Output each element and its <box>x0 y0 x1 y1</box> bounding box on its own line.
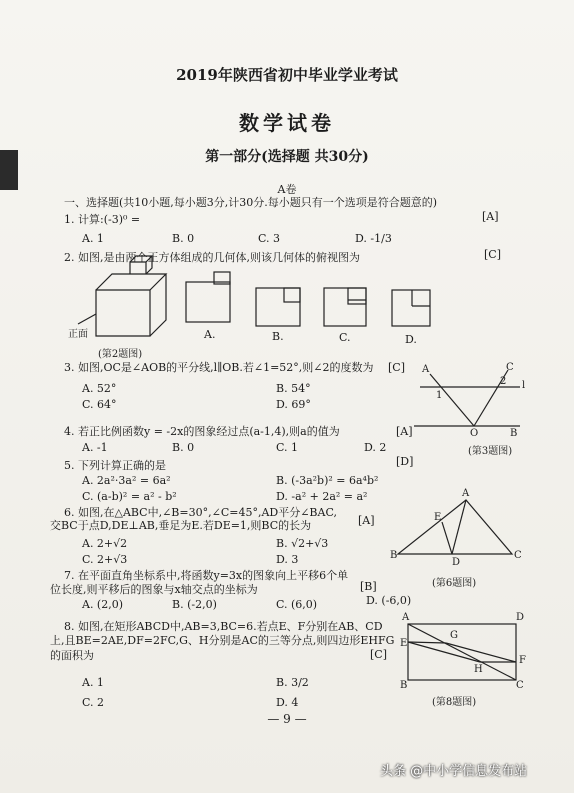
q4-option-c: C. 1 <box>276 441 299 454</box>
q8-option-d: D. 4 <box>276 696 299 709</box>
q3-label-angle2: 2 <box>500 376 507 387</box>
q1-option-c: C. 3 <box>258 232 281 245</box>
q2-answer: [C] <box>484 248 501 261</box>
q1-stem: 1. 计算:(-3)⁰ = <box>64 213 141 226</box>
page-number: — 9 — <box>267 712 307 726</box>
q3-option-a: A. 52° <box>82 382 117 395</box>
q3-option-d: D. 69° <box>276 398 311 411</box>
q6-option-a: A. 2+√2 <box>82 537 128 550</box>
q5-option-b: B. (-3a²b)² = 6a⁴b² <box>276 474 379 487</box>
part-title: 第一部分(选择题 共30分) <box>205 149 369 165</box>
q4-option-d: D. 2 <box>364 441 387 454</box>
q3-label-o: O <box>470 428 479 439</box>
q6-stem: 6. 如图,在△ABC中,∠B=30°,∠C=45°,AD平分∠BAC, <box>64 506 337 519</box>
q2-solid-figure <box>78 256 166 336</box>
q8-option-c: C. 2 <box>82 696 105 709</box>
q8-label-h: H <box>474 664 483 675</box>
q8-stem: 8. 如图,在矩形ABCD中,AB=3,BC=6.若点E、F分别在AB、CD <box>64 620 383 633</box>
q6-option-b: B. √2+√3 <box>276 537 329 550</box>
q8-option-b: B. 3/2 <box>276 676 309 689</box>
q3-answer: [C] <box>388 361 405 374</box>
q5-option-a: A. 2a²·3a² = 6a² <box>82 474 171 487</box>
q3-label-angle1: 1 <box>436 390 443 401</box>
q2-option-c-figure <box>324 288 366 326</box>
q2-front-label: 正面 <box>68 329 88 340</box>
q2-option-a: A. <box>204 328 216 341</box>
q3-label-b: B <box>510 428 518 439</box>
q2-option-b-figure <box>256 288 300 326</box>
q7-stem-line2: 位长度,则平移后的图象与x轴交点的坐标为 <box>50 583 258 596</box>
q8-label-g: G <box>450 630 458 641</box>
instructions: 一、选择题(共10小题,每小题3分,计30分.每小题只有一个选项是符合题意的) <box>64 196 438 209</box>
q8-label-f: F <box>519 655 526 666</box>
q6-label-e: E <box>434 512 442 523</box>
q7-option-a: A. (2,0) <box>82 598 124 611</box>
q1-option-d: D. -1/3 <box>355 232 392 245</box>
q2-option-a-figure <box>186 272 230 322</box>
section-label: A卷 <box>277 183 297 196</box>
q3-figure-caption: (第3题图) <box>468 446 513 457</box>
q8-figure <box>408 624 516 680</box>
q7-answer: [B] <box>360 580 377 593</box>
q5-option-c: C. (a-b)² = a² - b² <box>82 490 177 503</box>
q3-label-a: A <box>422 364 430 375</box>
q4-option-b: B. 0 <box>172 441 195 454</box>
q3-label-c: C <box>506 362 514 373</box>
q2-stem: 2. 如图,是由两个正方体组成的几何体,则该几何体的俯视图为 <box>64 251 360 264</box>
q7-option-c: C. (6,0) <box>276 598 318 611</box>
q6-stem-line2: 交BC于点D,DE⊥AB,垂足为E.若DE=1,则BC的长为 <box>50 519 312 532</box>
q8-label-c: C <box>516 680 524 691</box>
q2-option-c: C. <box>339 331 351 344</box>
q8-label-b: B <box>400 680 408 691</box>
q6-label-d: D <box>452 557 461 568</box>
q6-figure <box>398 500 512 554</box>
q8-answer: [C] <box>370 648 387 661</box>
q8-stem-line3: 的面积为 <box>50 649 94 662</box>
q5-answer: [D] <box>396 455 414 468</box>
q6-answer: [A] <box>358 514 375 527</box>
q8-figure-caption: (第8题图) <box>432 697 477 708</box>
q3-stem: 3. 如图,OC是∠AOB的平分线,l∥OB.若∠1=52°,则∠2的度数为 <box>64 361 374 374</box>
subject-title: 数学试卷 <box>239 111 335 135</box>
q1-option-a: A. 1 <box>82 232 104 245</box>
q8-label-e: E <box>400 638 408 649</box>
q4-answer: [A] <box>396 425 413 438</box>
q5-option-d: D. -a² + 2a² = a² <box>276 490 368 503</box>
q4-option-a: A. -1 <box>82 441 108 454</box>
q6-figure-caption: (第6题图) <box>432 578 477 589</box>
q6-label-c: C <box>514 550 522 561</box>
q8-label-d: D <box>516 612 525 623</box>
q6-option-d: D. 3 <box>276 553 299 566</box>
q2-option-d-figure <box>392 290 430 326</box>
q7-stem: 7. 在平面直角坐标系中,将函数y=3x的图象向上平移6个单 <box>64 569 349 582</box>
q6-label-b: B <box>390 550 398 561</box>
q7-option-b: B. (-2,0) <box>172 598 217 611</box>
q8-label-a: A <box>402 612 410 623</box>
q1-option-b: B. 0 <box>172 232 195 245</box>
q3-option-b: B. 54° <box>276 382 311 395</box>
exam-title: 2019年陕西省初中毕业学业考试 <box>176 66 398 84</box>
q8-option-a: A. 1 <box>82 676 104 689</box>
q6-option-c: C. 2+√3 <box>82 553 128 566</box>
q8-stem-line2: 上,且BE=2AE,DF=2FC,G、H分别是AC的三等分点,则四边形EHFG <box>50 634 395 647</box>
watermark: 头条 @中小学信息发布站 <box>380 764 528 779</box>
q5-stem: 5. 下列计算正确的是 <box>64 459 166 472</box>
q3-label-l: l <box>522 380 526 391</box>
q3-option-c: C. 64° <box>82 398 117 411</box>
q6-label-a: A <box>462 488 470 499</box>
q7-option-d: D. (-6,0) <box>366 594 412 607</box>
q1-answer: [A] <box>482 210 499 223</box>
q2-option-d: D. <box>405 333 417 346</box>
q4-stem: 4. 若正比例函数y = -2x的图象经过点(a-1,4),则a的值为 <box>64 425 340 438</box>
q2-figure-caption: (第2题图) <box>98 349 143 360</box>
q2-option-b: B. <box>272 330 284 343</box>
